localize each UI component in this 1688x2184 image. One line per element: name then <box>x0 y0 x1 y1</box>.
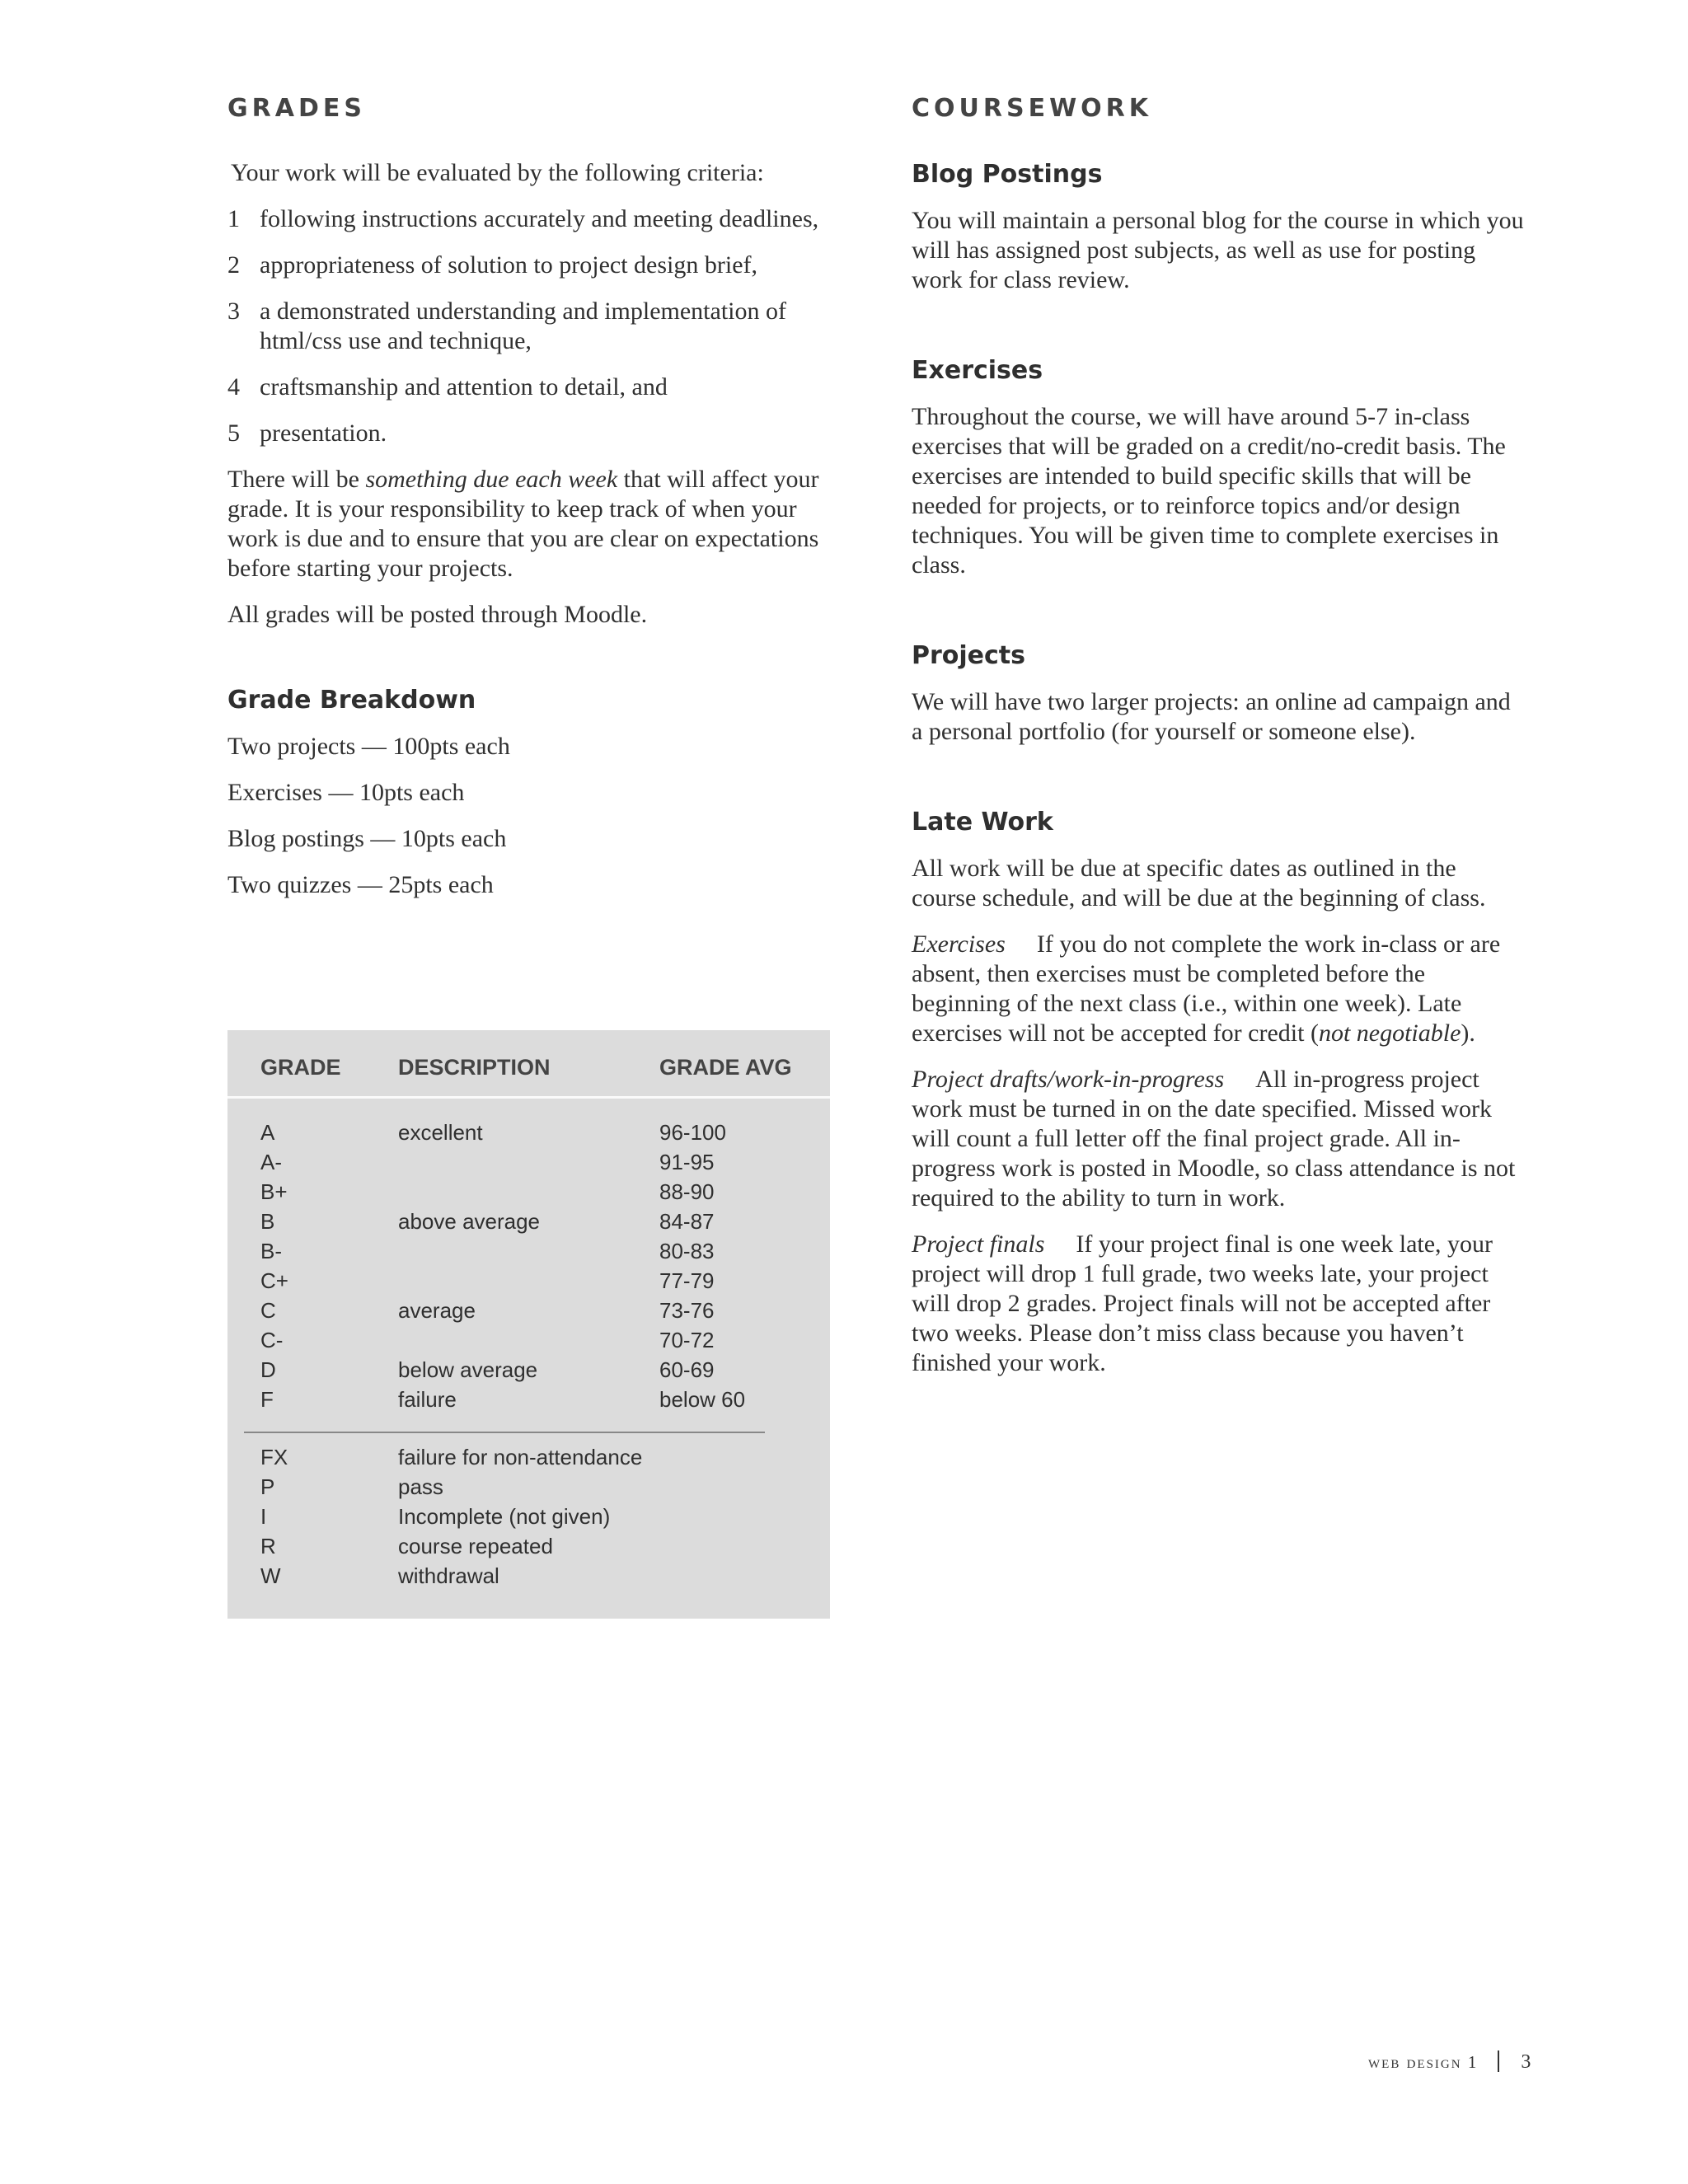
late-work-text: All work will be due at specific dates as outlined in the course schedule, and will be due at the beginning of class. <box>912 855 1486 912</box>
late-exercises-policy: Exercises If you do not complete the work in-class or are absent, then exercises must be completed before the beginning of the next class (i.e., within one week). Late exercises will not be accepted for credit (not negotiable). <box>912 930 1501 1047</box>
late-drafts-policy: Project drafts/work-in-progress All in-progress project work must be turned in on the date specified. Missed work will count a full letter off the final project grade. All in-progress work is posted in Moodle, so class attendance is not required to the ability to turn in work. <box>912 1066 1516 1212</box>
due-paragraph: There will be something due each week that will affect your grade. It is your responsibility to keep track of when your work is due and to ensure that you are clear on expectations before starting your projects. <box>227 466 819 582</box>
criteria-item: 3 a demonstrated understanding and implementation of html/css use and technique, <box>227 298 786 354</box>
table-row: A excellent 96-100 <box>260 1120 726 1145</box>
criteria-item: 4 craftsmanship and attention to detail, and <box>227 373 668 401</box>
table-row: B+ 88-90 <box>260 1179 715 1204</box>
exercises-heading: Exercises <box>912 356 1043 385</box>
breakdown-item: Two projects — 100pts each <box>227 733 510 760</box>
exercises-text: Throughout the course, we will have around 5-7 in-class exercises that will be graded on a credit/no-credit basis. The exercises are intended to build specific skills that will be needed for projects, or to reinforce topics and/or design techniques. You will be given time to complete exercises in class. <box>912 403 1506 579</box>
table-divider <box>244 1432 765 1433</box>
table-header <box>227 1030 830 1099</box>
coursework-heading: COURSEWORK <box>912 94 1153 123</box>
footer-course-name: web design 1 <box>1368 2052 1479 2072</box>
table-row: C- 70-72 <box>260 1328 715 1352</box>
grade-breakdown-list <box>227 732 833 900</box>
coursework-column <box>912 92 1526 1394</box>
header-description: DESCRIPTION <box>398 1055 551 1080</box>
criteria-item: 5 presentation. <box>227 419 387 447</box>
breakdown-item: Exercises — 10pts each <box>227 779 465 806</box>
grade-breakdown-heading: Grade Breakdown <box>227 686 476 715</box>
page-number: 3 <box>1521 2051 1531 2073</box>
table-row: C average 73-76 <box>260 1298 715 1323</box>
grades-heading: GRADES <box>227 94 366 123</box>
table-row: B above average 84-87 <box>260 1209 715 1234</box>
header-grade-avg: GRADE AVG <box>659 1055 792 1080</box>
footer-divider <box>1498 2050 1499 2072</box>
table-row: FX failure for non-attendance <box>260 1445 643 1469</box>
blog-postings-heading: Blog Postings <box>912 160 1103 189</box>
table-row: W withdrawal <box>260 1563 499 1588</box>
table-row: R course repeated <box>260 1534 553 1558</box>
page-footer <box>1368 2050 1531 2074</box>
late-work-heading: Late Work <box>912 808 1053 837</box>
table-row: D below average 60-69 <box>260 1357 715 1382</box>
moodle-note: All grades will be posted through Moodle. <box>227 601 648 628</box>
criteria-item: 1 following instructions accurately and meeting deadlines, <box>227 205 819 232</box>
criteria-list <box>227 204 833 448</box>
table-row: F failure below 60 <box>260 1387 746 1412</box>
table-row: A- 91-95 <box>260 1150 715 1174</box>
breakdown-item: Two quizzes — 25pts each <box>227 871 494 898</box>
criteria-intro: Your work will be evaluated by the following criteria: <box>231 159 764 186</box>
blog-postings-text: You will maintain a personal blog for the course in which you will has assigned post subjects, as well as use for posting work for class review. <box>912 207 1524 293</box>
criteria-item: 2 appropriateness of solution to project design brief, <box>227 251 758 279</box>
grades-column <box>227 92 833 916</box>
table-row: C+ 77-79 <box>260 1268 715 1293</box>
late-finals-policy: Project finals If your project final is one week late, your project will drop 1 full grade, two weeks late, your project will drop 2 grades. Project finals will not be accepted after two weeks. Please don’t miss class because you haven’t finished your work. <box>912 1230 1493 1376</box>
header-grade: GRADE <box>260 1055 341 1080</box>
breakdown-item: Blog postings — 10pts each <box>227 825 507 852</box>
projects-text: We will have two larger projects: an online ad campaign and a personal portfolio (for yourself or someone else). <box>912 688 1511 745</box>
table-row: I Incomplete (not given) <box>260 1504 611 1529</box>
grade-scale-table <box>227 1030 830 1619</box>
projects-heading: Projects <box>912 641 1026 670</box>
table-row: B- 80-83 <box>260 1239 715 1263</box>
table-row: P pass <box>260 1474 443 1499</box>
